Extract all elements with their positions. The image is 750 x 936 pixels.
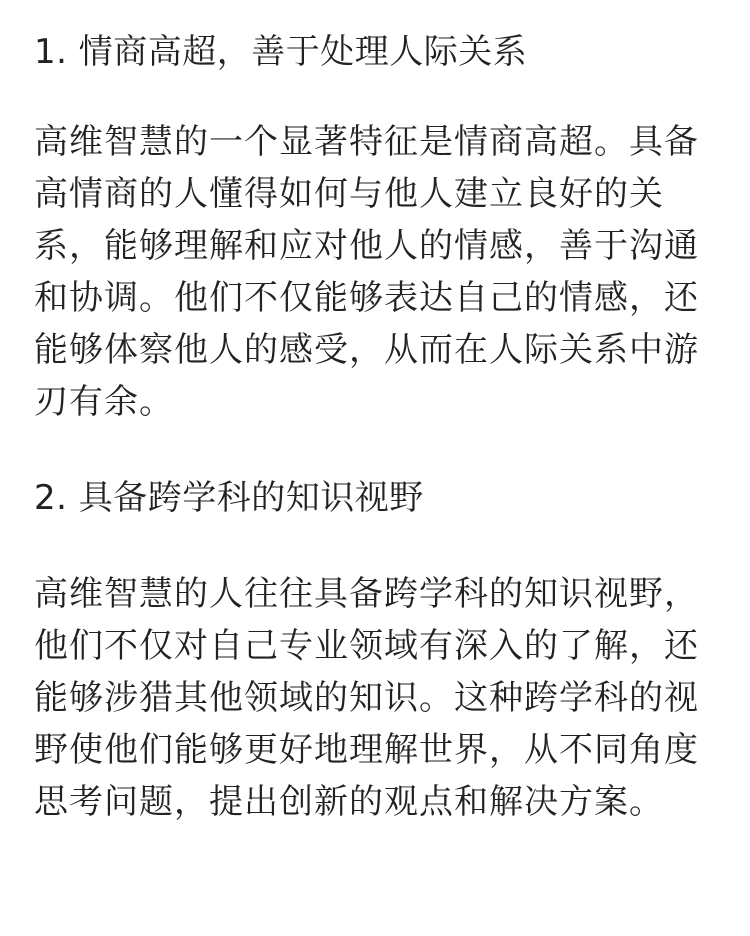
section-number-1: 1. bbox=[34, 32, 68, 72]
section-title-2: 具备跨学科的知识视野 bbox=[78, 478, 424, 518]
paragraph-line: 刃有余。 bbox=[34, 382, 174, 422]
section-paragraph-1 bbox=[34, 116, 720, 428]
paragraph-line: 野使他们能够更好地理解世界，从不同角度 bbox=[34, 730, 699, 770]
paragraph-line: 和协调。他们不仅能够表达自己的情感，还 bbox=[34, 278, 699, 318]
section-heading-1 bbox=[34, 30, 720, 74]
section-paragraph-2 bbox=[34, 568, 720, 828]
paragraph-line: 思考问题，提出创新的观点和解决方案。 bbox=[34, 782, 664, 822]
paragraph-line: 系，能够理解和应对他人的情感，善于沟通 bbox=[34, 226, 699, 266]
paragraph-line: 他们不仅对自己专业领域有深入的了解，还 bbox=[34, 626, 699, 666]
paragraph-line: 高情商的人懂得如何与他人建立良好的关 bbox=[34, 174, 664, 214]
section-heading-2 bbox=[34, 476, 720, 520]
section-title-1: 情商高超，善于处理人际关系 bbox=[78, 32, 528, 72]
section-number-2: 2. bbox=[34, 478, 68, 518]
paragraph-line: 高维智慧的一个显著特征是情商高超。具备 bbox=[34, 122, 699, 162]
paragraph-line: 能够涉猎其他领域的知识。这种跨学科的视 bbox=[34, 678, 699, 718]
paragraph-line: 高维智慧的人往往具备跨学科的知识视野， bbox=[34, 574, 699, 614]
paragraph-line: 能够体察他人的感受，从而在人际关系中游 bbox=[34, 330, 699, 370]
